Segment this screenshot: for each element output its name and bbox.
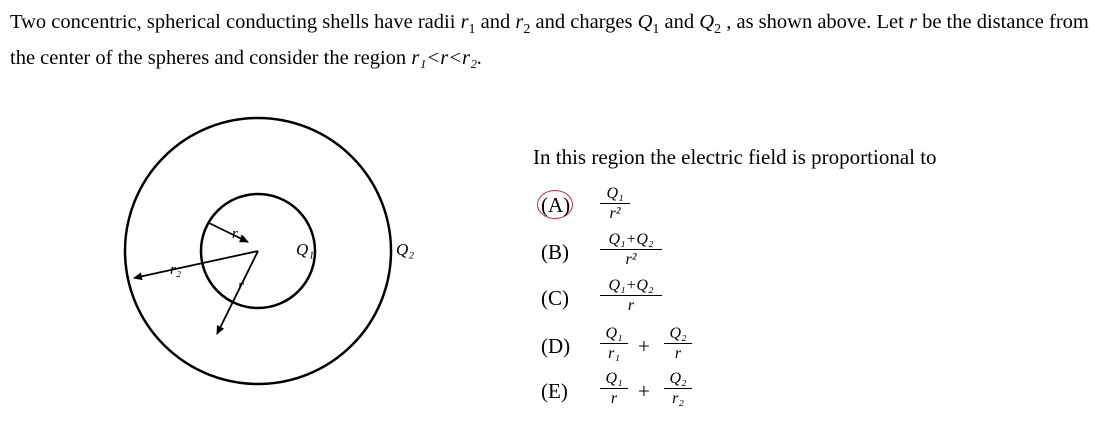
option-d-letter: (D)	[541, 334, 571, 358]
option-e-fraction-1	[600, 370, 628, 407]
r2-symbol: r	[515, 11, 524, 33]
option-a-denominator: r²	[609, 205, 621, 222]
label-r: r	[238, 278, 244, 294]
option-e-plus: +	[638, 379, 650, 403]
label-q2: Q₂	[396, 240, 415, 259]
r-variable: r	[908, 11, 917, 33]
option-e-denominator-2: r₂	[672, 390, 684, 407]
r1-subscript: 1	[468, 22, 476, 38]
region-expression: r₁<r<r₂.	[411, 47, 483, 70]
option-d-fraction-1	[600, 325, 628, 362]
r1-symbol: r	[460, 11, 469, 33]
option-d-fraction-2	[664, 325, 692, 362]
option-b-fraction	[600, 231, 662, 268]
r2-arrow	[134, 251, 258, 278]
option-e[interactable]	[541, 379, 575, 404]
q2-subscript: 2	[714, 22, 722, 38]
label-r1: r₁	[232, 226, 244, 242]
option-e-denominator-1: r	[610, 390, 618, 407]
r2-subscript: 2	[523, 22, 531, 38]
option-d-denominator-1: r₁	[608, 345, 620, 362]
fraction-bar	[600, 249, 662, 250]
label-q1: Q₁	[296, 240, 315, 259]
fraction-bar	[600, 203, 630, 204]
concentric-shells-figure	[0, 0, 520, 442]
q1-subscript: 1	[652, 22, 660, 38]
option-d-numerator-2: Q₂	[669, 325, 687, 342]
stem-part2: and charges	[530, 11, 638, 33]
question-prompt: In this region the electric field is proportional to	[533, 145, 937, 169]
option-c[interactable]	[541, 286, 575, 311]
option-c-numerator: Q₁+Q₂	[608, 277, 654, 294]
option-a-letter: (A)	[541, 193, 571, 217]
option-e-numerator-2: Q₂	[669, 370, 687, 387]
option-b[interactable]	[541, 240, 575, 265]
option-a[interactable]	[541, 193, 575, 218]
option-b-letter: (B)	[541, 240, 569, 264]
option-b-numerator: Q₁+Q₂	[608, 231, 654, 248]
stem-part4: be the distance from the center of the spheres and consider the region	[10, 11, 1089, 70]
q1-symbol: Q	[637, 11, 653, 33]
stem-and2: and	[659, 11, 700, 33]
option-e-fraction-2	[664, 370, 692, 407]
label-r2: r₂	[170, 262, 182, 278]
option-c-fraction	[600, 277, 662, 314]
q2-symbol: Q	[699, 11, 715, 33]
option-d[interactable]	[541, 334, 575, 359]
fraction-bar	[664, 343, 692, 344]
option-d-numerator-1: Q₁	[605, 325, 623, 342]
fraction-bar	[600, 388, 628, 389]
stem-and1: and	[475, 11, 516, 33]
stem-part3: , as shown above. Let	[721, 11, 909, 33]
option-d-denominator-2: r	[674, 345, 682, 362]
fraction-bar	[600, 295, 662, 296]
option-a-fraction	[600, 185, 630, 222]
option-a-numerator: Q₁	[606, 185, 624, 202]
option-c-letter: (C)	[541, 286, 569, 310]
option-b-denominator: r²	[625, 251, 637, 268]
option-e-letter: (E)	[541, 379, 568, 403]
option-d-plus: +	[638, 334, 650, 358]
option-c-denominator: r	[627, 297, 635, 314]
fraction-bar	[600, 343, 628, 344]
fraction-bar	[664, 388, 692, 389]
stem-part1: Two concentric, spherical conducting shells have radii	[10, 11, 461, 33]
option-e-numerator-1: Q₁	[605, 370, 623, 387]
